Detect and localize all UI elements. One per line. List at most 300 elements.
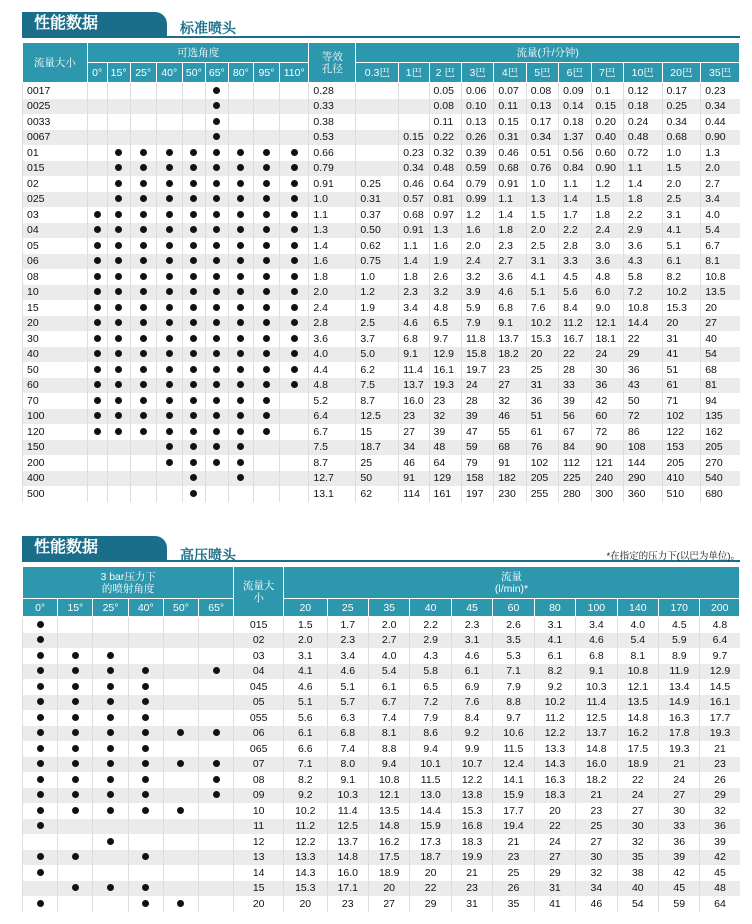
flow-cell: 0.60 xyxy=(591,145,623,161)
angle-cell xyxy=(199,648,234,664)
angle-cell xyxy=(205,176,228,192)
flow-cell: 22 xyxy=(623,331,662,347)
angle-cell xyxy=(87,114,107,130)
angle-cell xyxy=(205,285,228,301)
angle-cell xyxy=(280,300,309,316)
flow-cell: 10.2 xyxy=(534,695,575,711)
table-row xyxy=(23,881,740,897)
flow-cell: 18.7 xyxy=(410,850,451,866)
flow-cell: 0.08 xyxy=(526,83,558,99)
angle-cell xyxy=(130,378,156,394)
table-row xyxy=(23,633,740,649)
flow-cell: 1.4 xyxy=(494,207,526,223)
flow-cell: 0.34 xyxy=(399,161,429,177)
flow-cell: 5.8 xyxy=(410,664,451,680)
size-code-cell: 05 xyxy=(234,695,284,711)
flow-cell: 21 xyxy=(576,788,617,804)
flow-cell: 1.2 xyxy=(356,285,399,301)
flow-cell: 197 xyxy=(461,486,493,502)
angle-cell xyxy=(130,99,156,115)
availability-dot-icon xyxy=(190,319,197,326)
size-code-cell: 0017 xyxy=(23,83,88,99)
size-code-cell: 02 xyxy=(234,633,284,649)
flow-cell: 64 xyxy=(429,455,461,471)
size-code-cell: 500 xyxy=(23,486,88,502)
angle-cell xyxy=(130,83,156,99)
flow-cell: 56 xyxy=(559,409,591,425)
flow-cell: 9.2 xyxy=(451,726,492,742)
flow-cell: 13.5 xyxy=(368,803,409,819)
flow-cell: 4.3 xyxy=(410,648,451,664)
flow-cell xyxy=(399,99,429,115)
flow-cell xyxy=(356,145,399,161)
angle-cell xyxy=(163,664,198,680)
angle-cell xyxy=(130,362,156,378)
flow-cell: 28 xyxy=(559,362,591,378)
angle-cell xyxy=(228,114,253,130)
size-code-cell: 50 xyxy=(23,362,88,378)
availability-dot-icon xyxy=(107,729,114,736)
availability-dot-icon xyxy=(166,149,173,156)
angle-cell xyxy=(130,238,156,254)
flow-cell: 3.4 xyxy=(399,300,429,316)
angle-cell xyxy=(280,114,309,130)
flow-cell: 0.24 xyxy=(623,114,662,130)
angle-cell xyxy=(182,285,205,301)
flow-cell: 2.0 xyxy=(461,238,493,254)
flow-cell: 46 xyxy=(494,409,526,425)
availability-dot-icon xyxy=(37,683,44,690)
angle-cell xyxy=(107,238,130,254)
table-row xyxy=(23,726,740,742)
flow-cell: 0.31 xyxy=(494,130,526,146)
angle-cell xyxy=(205,269,228,285)
flow-cell: 1.8 xyxy=(494,223,526,239)
angle-cell xyxy=(128,617,163,633)
availability-dot-icon xyxy=(190,474,197,481)
angle-cell xyxy=(205,238,228,254)
angle-cell xyxy=(107,409,130,425)
flow-cell: 12.5 xyxy=(576,710,617,726)
availability-dot-icon xyxy=(107,791,114,798)
angle-cell xyxy=(58,633,93,649)
availability-dot-icon xyxy=(213,443,220,450)
availability-dot-icon xyxy=(140,428,147,435)
availability-dot-icon xyxy=(94,319,101,326)
angle-cell xyxy=(128,834,163,850)
angle-cell xyxy=(253,455,279,471)
angle-cell xyxy=(280,378,309,394)
angle-cell xyxy=(228,316,253,332)
flow-cell: 15.3 xyxy=(526,331,558,347)
flow-cell: 1.37 xyxy=(559,130,591,146)
availability-dot-icon xyxy=(263,288,270,295)
flow-cell: 9.1 xyxy=(576,664,617,680)
flow-cell: 0.90 xyxy=(591,161,623,177)
angle-column-header: 65° xyxy=(205,63,228,83)
size-code-cell: 0033 xyxy=(23,114,88,130)
availability-dot-icon xyxy=(190,304,197,311)
angle-cell xyxy=(130,424,156,440)
flow-cell: 2.0 xyxy=(368,617,409,633)
flow-cell: 6.1 xyxy=(534,648,575,664)
angle-cell xyxy=(87,223,107,239)
angle-cell xyxy=(163,710,198,726)
availability-dot-icon xyxy=(115,319,122,326)
angle-cell xyxy=(253,331,279,347)
angle-cell xyxy=(182,362,205,378)
table-row xyxy=(23,99,740,115)
availability-dot-icon xyxy=(190,428,197,435)
availability-dot-icon xyxy=(263,304,270,311)
flow-cell: 0.46 xyxy=(399,176,429,192)
flow-cell: 2.2 xyxy=(559,223,591,239)
size-code-cell: 120 xyxy=(23,424,88,440)
size-code-cell: 07 xyxy=(234,757,284,773)
flow-cell: 1.5 xyxy=(662,161,701,177)
angle-cell xyxy=(130,285,156,301)
angle-cell xyxy=(156,207,182,223)
flow-cell: 4.8 xyxy=(700,617,740,633)
angle-cell xyxy=(107,130,130,146)
flow-cell: 76 xyxy=(526,440,558,456)
angle-cell xyxy=(228,424,253,440)
angle-cell xyxy=(58,710,93,726)
size-code-cell: 400 xyxy=(23,471,88,487)
flow-cell: 19.7 xyxy=(461,362,493,378)
pressure-column-header: 100 xyxy=(576,599,617,617)
angle-cell xyxy=(163,695,198,711)
flow-cell: 3.6 xyxy=(623,238,662,254)
flow-header-line2: (l/min)* xyxy=(494,582,529,595)
angle-cell xyxy=(163,679,198,695)
availability-dot-icon xyxy=(213,102,220,109)
flow-cell: 14.9 xyxy=(659,695,700,711)
availability-dot-icon xyxy=(237,273,244,280)
flow-cell: 0.18 xyxy=(559,114,591,130)
angle-cell xyxy=(182,114,205,130)
availability-dot-icon xyxy=(37,869,44,876)
flow-cell: 0.32 xyxy=(429,145,461,161)
flow-cell: 0.81 xyxy=(429,192,461,208)
angle-cell xyxy=(205,130,228,146)
flow-cell: 20 xyxy=(662,316,701,332)
flow-cell: 0.1 xyxy=(591,83,623,99)
table-row xyxy=(23,648,740,664)
table-row xyxy=(23,455,740,471)
flow-cell: 18.2 xyxy=(494,347,526,363)
angle-cell xyxy=(87,254,107,270)
angle-cell xyxy=(182,331,205,347)
availability-dot-icon xyxy=(177,729,184,736)
angle-cell xyxy=(23,850,58,866)
angle-cell xyxy=(87,130,107,146)
flow-cell: 0.59 xyxy=(461,161,493,177)
table-row xyxy=(23,679,740,695)
table-row xyxy=(23,347,740,363)
flow-cell: 32 xyxy=(429,409,461,425)
flow-cell: 72 xyxy=(623,409,662,425)
flow-cell: 45 xyxy=(659,881,700,897)
flow-cell: 0.34 xyxy=(662,114,701,130)
angle-cell xyxy=(87,99,107,115)
availability-dot-icon xyxy=(140,149,147,156)
angle-cell xyxy=(93,819,128,835)
table-row xyxy=(23,834,740,850)
availability-dot-icon xyxy=(263,257,270,264)
angle-cell xyxy=(156,161,182,177)
flow-cell: 8.0 xyxy=(327,757,368,773)
angle-cell xyxy=(280,409,309,425)
angle-cell xyxy=(156,114,182,130)
flow-cell: 3.5 xyxy=(493,633,534,649)
flow-cell: 6.6 xyxy=(284,741,328,757)
flow-cell: 34 xyxy=(576,881,617,897)
availability-dot-icon xyxy=(142,714,149,721)
flow-cell: 10.2 xyxy=(662,285,701,301)
angle-cell xyxy=(182,161,205,177)
angle-cell xyxy=(205,254,228,270)
availability-dot-icon xyxy=(166,257,173,264)
flow-cell: 23 xyxy=(451,881,492,897)
availability-dot-icon xyxy=(263,226,270,233)
angle-cell xyxy=(205,486,228,502)
availability-dot-icon xyxy=(115,366,122,373)
angle-cell xyxy=(156,223,182,239)
angle-cell xyxy=(228,254,253,270)
flow-cell: 14.1 xyxy=(493,772,534,788)
angle-cell xyxy=(130,161,156,177)
flow-cell: 4.6 xyxy=(576,633,617,649)
availability-dot-icon xyxy=(237,397,244,404)
pressure-column-header: 6巴 xyxy=(559,63,591,83)
flow-cell: 3.4 xyxy=(327,648,368,664)
angle-cell xyxy=(205,161,228,177)
flow-cell: 12.4 xyxy=(493,757,534,773)
flow-cell: 0.79 xyxy=(461,176,493,192)
flow-cell: 1.9 xyxy=(356,300,399,316)
angle-cell xyxy=(128,819,163,835)
flow-cell: 182 xyxy=(494,471,526,487)
flow-cell: 4.3 xyxy=(623,254,662,270)
flow-cell: 36 xyxy=(526,393,558,409)
angle-cell xyxy=(130,254,156,270)
flow-cell: 7.6 xyxy=(526,300,558,316)
flow-cell: 0.34 xyxy=(526,130,558,146)
flow-cell: 8.8 xyxy=(493,695,534,711)
angle-cell xyxy=(156,83,182,99)
flow-cell: 8.8 xyxy=(368,741,409,757)
angle-cell xyxy=(163,881,198,897)
angle-cell xyxy=(87,378,107,394)
availability-dot-icon xyxy=(177,760,184,767)
angle-cell xyxy=(156,285,182,301)
availability-dot-icon xyxy=(190,180,197,187)
availability-dot-icon xyxy=(37,807,44,814)
table-row xyxy=(23,254,740,270)
angle-cell xyxy=(93,741,128,757)
flow-cell: 0.14 xyxy=(559,99,591,115)
flow-cell: 2.5 xyxy=(526,238,558,254)
flow-cell: 54 xyxy=(701,347,740,363)
flow-cell: 47 xyxy=(461,424,493,440)
flow-cell: 10.1 xyxy=(410,757,451,773)
flow-cell: 0.09 xyxy=(559,83,591,99)
flow-cell: 14.8 xyxy=(327,850,368,866)
availability-dot-icon xyxy=(107,652,114,659)
angle-cell xyxy=(253,393,279,409)
flow-cell: 2.2 xyxy=(410,617,451,633)
flow-cell: 162 xyxy=(701,424,740,440)
angle-cell xyxy=(280,130,309,146)
flow-cell: 7.6 xyxy=(451,695,492,711)
angle-cell xyxy=(199,757,234,773)
flow-cell: 102 xyxy=(662,409,701,425)
flow-cell: 290 xyxy=(623,471,662,487)
flow-cell: 2.6 xyxy=(493,617,534,633)
angle-cell xyxy=(163,788,198,804)
angle-cell xyxy=(199,819,234,835)
availability-dot-icon xyxy=(190,335,197,342)
angle-cell xyxy=(93,695,128,711)
availability-dot-icon xyxy=(190,490,197,497)
flow-cell: 9.2 xyxy=(534,679,575,695)
angle-cell xyxy=(87,471,107,487)
pressure-column-header: 60 xyxy=(493,599,534,617)
angle-cell xyxy=(253,130,279,146)
flow-cell: 11.2 xyxy=(284,819,328,835)
flow-cell: 24 xyxy=(534,834,575,850)
availability-dot-icon xyxy=(142,853,149,860)
flow-cell: 3.1 xyxy=(526,254,558,270)
flow-cell: 16.0 xyxy=(327,865,368,881)
orifice-cell: 1.6 xyxy=(309,254,356,270)
angle-cell xyxy=(253,347,279,363)
flow-cell: 0.62 xyxy=(356,238,399,254)
availability-dot-icon xyxy=(190,459,197,466)
high-pressure-table xyxy=(22,566,740,912)
flow-cell: 0.15 xyxy=(591,99,623,115)
angle-cell xyxy=(58,896,93,912)
availability-dot-icon xyxy=(166,195,173,202)
angle-header-line1: 3 bar压力下 xyxy=(100,570,156,583)
flow-cell: 16.2 xyxy=(617,726,658,742)
flow-cell: 29 xyxy=(410,896,451,912)
angle-cell xyxy=(199,633,234,649)
orifice-cell: 0.33 xyxy=(309,99,356,115)
angle-cell xyxy=(163,617,198,633)
flow-cell: 13.3 xyxy=(534,741,575,757)
angle-cell xyxy=(130,192,156,208)
availability-dot-icon xyxy=(190,288,197,295)
flow-cell: 6.1 xyxy=(451,664,492,680)
angle-column-header: 40° xyxy=(156,63,182,83)
flow-cell: 17.1 xyxy=(327,881,368,897)
orifice-cell: 4.0 xyxy=(309,347,356,363)
angle-cell xyxy=(205,393,228,409)
availability-dot-icon xyxy=(263,381,270,388)
flow-cell: 15.8 xyxy=(461,347,493,363)
flow-cell: 18.9 xyxy=(368,865,409,881)
angle-cell xyxy=(107,393,130,409)
table-row xyxy=(23,161,740,177)
angle-cell xyxy=(107,161,130,177)
angle-cell xyxy=(130,471,156,487)
flow-cell: 0.44 xyxy=(701,114,740,130)
availability-dot-icon xyxy=(72,667,79,674)
angle-cell xyxy=(182,455,205,471)
flow-cell: 4.1 xyxy=(284,664,328,680)
angle-cell xyxy=(182,300,205,316)
angle-cell xyxy=(182,83,205,99)
flow-cell: 12.1 xyxy=(368,788,409,804)
flow-cell: 1.7 xyxy=(327,617,368,633)
flow-cell: 41 xyxy=(534,896,575,912)
table-row xyxy=(23,865,740,881)
angle-cell xyxy=(23,834,58,850)
angle-cell xyxy=(253,207,279,223)
flow-cell: 13.5 xyxy=(617,695,658,711)
flow-cell: 4.8 xyxy=(429,300,461,316)
angle-cell xyxy=(87,455,107,471)
flow-cell: 38 xyxy=(617,865,658,881)
availability-dot-icon xyxy=(115,428,122,435)
angle-cell xyxy=(87,192,107,208)
flow-cell: 8.9 xyxy=(659,648,700,664)
table-row xyxy=(23,440,740,456)
flow-cell: 0.23 xyxy=(701,83,740,99)
flow-cell: 19.3 xyxy=(659,741,700,757)
flow-cell xyxy=(356,161,399,177)
table-row xyxy=(23,269,740,285)
flow-cell: 36 xyxy=(659,834,700,850)
availability-dot-icon xyxy=(140,211,147,218)
availability-dot-icon xyxy=(263,319,270,326)
orifice-cell: 0.53 xyxy=(309,130,356,146)
availability-dot-icon xyxy=(166,304,173,311)
flow-cell: 18.3 xyxy=(451,834,492,850)
angle-cell xyxy=(107,362,130,378)
pressure-column-header: 35 xyxy=(368,599,409,617)
angle-cell xyxy=(280,440,309,456)
angle-cell xyxy=(280,238,309,254)
flow-cell: 24 xyxy=(461,378,493,394)
availability-dot-icon xyxy=(213,412,220,419)
table-row xyxy=(23,176,740,192)
flow-cell: 3.6 xyxy=(591,254,623,270)
angle-cell xyxy=(182,316,205,332)
pressure-column-header: 7巴 xyxy=(591,63,623,83)
angle-cell xyxy=(23,803,58,819)
flow-cell: 3.4 xyxy=(701,192,740,208)
flow-cell: 20 xyxy=(284,896,328,912)
flow-cell: 0.34 xyxy=(701,99,740,115)
angle-cell xyxy=(199,726,234,742)
angle-cell xyxy=(253,176,279,192)
availability-dot-icon xyxy=(190,443,197,450)
angle-cell xyxy=(182,347,205,363)
flow-cell: 30 xyxy=(659,803,700,819)
flow-cell: 1.5 xyxy=(284,617,328,633)
angle-cell xyxy=(23,865,58,881)
availability-dot-icon xyxy=(237,226,244,233)
size-header: 流量大小 xyxy=(234,567,284,617)
flow-cell xyxy=(399,114,429,130)
availability-dot-icon xyxy=(237,288,244,295)
standard-table-body xyxy=(23,83,740,502)
availability-dot-icon xyxy=(107,776,114,783)
flow-cell: 24 xyxy=(591,347,623,363)
